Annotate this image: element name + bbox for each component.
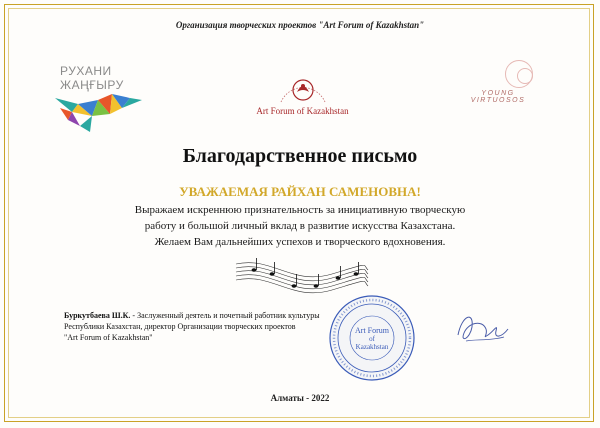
stamp-line-1: Art Forum [355,326,389,335]
art-forum-emblem-icon [275,62,331,106]
letter-body [60,202,540,250]
letter-body-line-1: Выражаем искреннюю признательность за инициативную творческую [134,204,466,216]
organization-header: Организация творческих проектов "Art Forum of Kazakhstan" [175,20,425,30]
signer-name: Буркутбаева Ш.К. [64,311,131,320]
stamp-line-2: of [369,335,375,343]
letter-body-line-3: Желаем Вам дальнейших успехов и творческого вдохновения. [154,236,446,248]
rukhani-logo-text-1: РУХАНИ [60,64,112,78]
virtuosos-ring-small-icon [517,68,533,84]
recipient-greeting: УВАЖАЕМАЯ РАЙХАН САМЕНОВНА! [179,184,421,199]
art-forum-logo-label: Art Forum of Kazakhstan [256,106,349,116]
city-year-footer: Алматы - 2022 [270,393,330,403]
signer-title-2: Республики Казахстан, директор Организации творческих проектов [64,322,296,331]
rukhani-logo-text-2: ЖАҢҒЫРУ [60,78,124,92]
official-stamp [327,293,417,383]
stamp-line-3: Kazakhstan [355,343,389,351]
art-forum-logo [245,62,360,122]
young-virtuosos-label: YOUNG VIRTUOSOS [470,90,526,104]
rukhani-zhangyru-logo [50,62,160,132]
signer-title-1: - Заслуженный деятель и почетный работник культуры [130,311,320,320]
letter-body-line-2: работу и большой личный вклад в развитие искусства Казахстана. [144,220,456,232]
handwritten-signature [452,305,512,349]
eagle-icon [50,86,150,136]
signer-title-3: "Art Forum of Kazakhstan" [64,333,153,342]
letter-title: Благодарственное письмо [182,145,418,167]
young-virtuosos-logo [453,60,543,110]
